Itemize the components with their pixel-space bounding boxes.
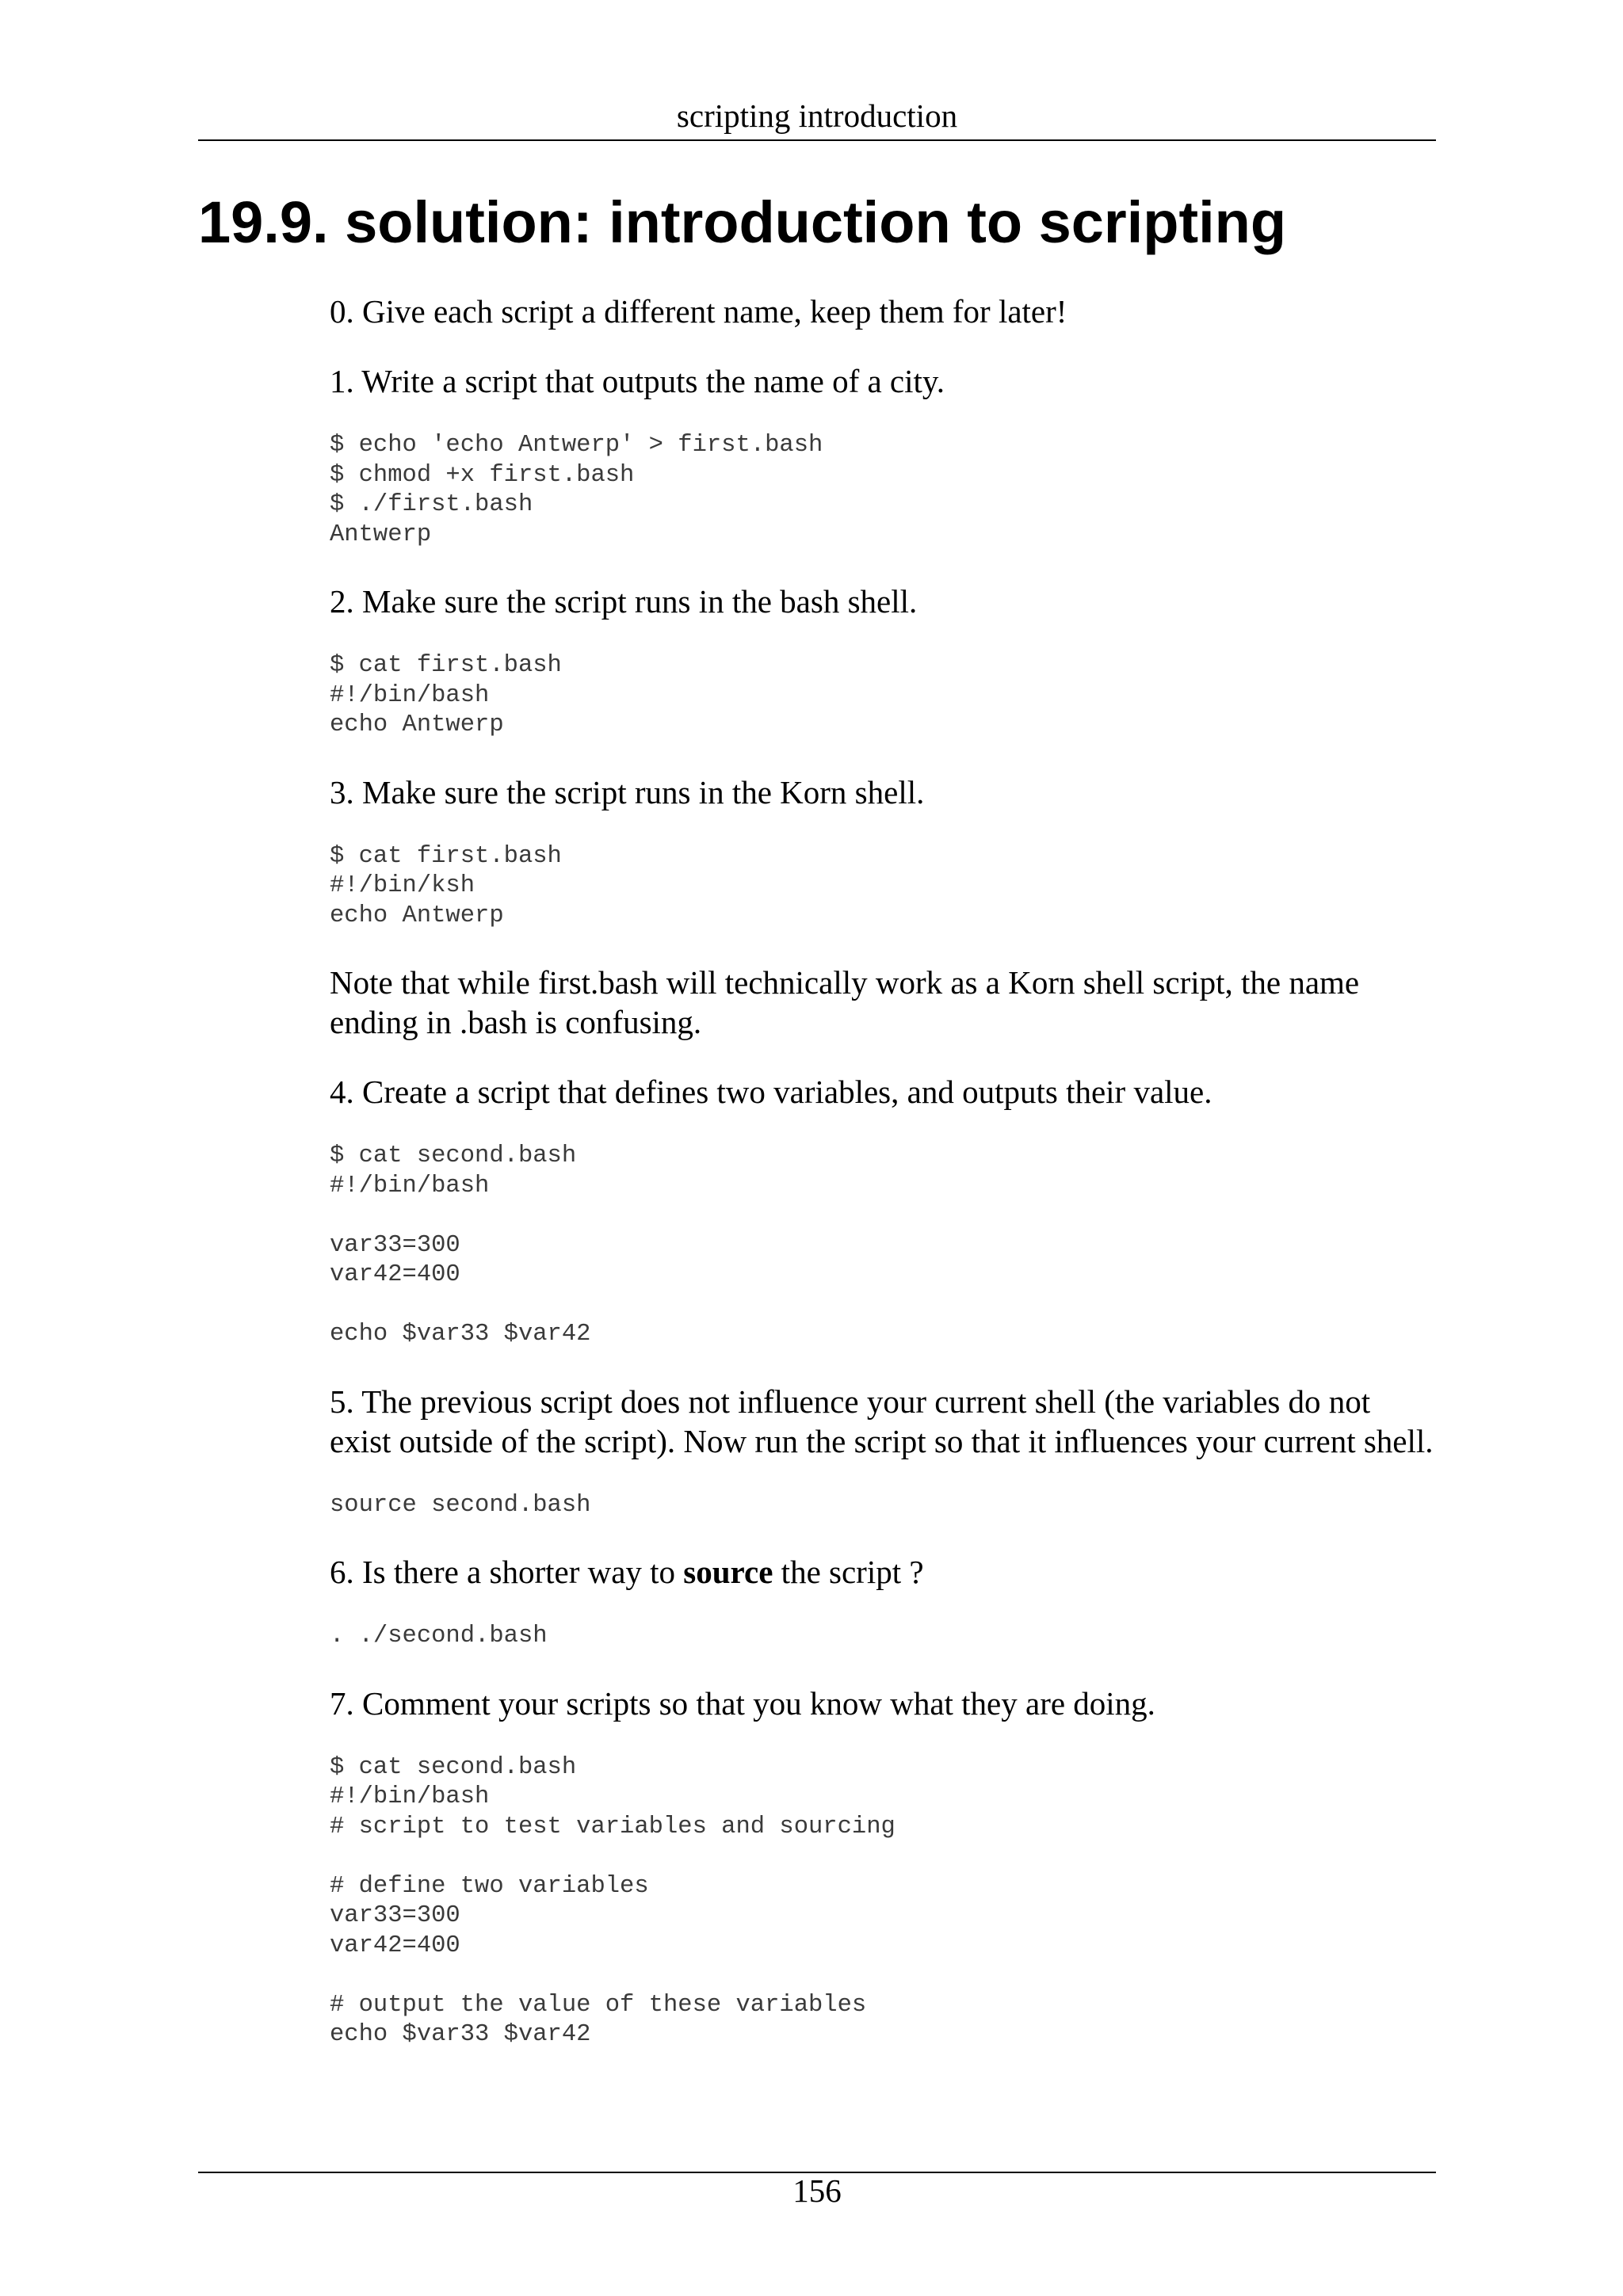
code-block-5: source second.bash xyxy=(330,1491,591,1519)
exercise-3: 3. Make sure the script runs in the Korn shell. xyxy=(330,773,925,810)
page-number: 156 xyxy=(792,2172,842,2209)
code-block-6: . ./second.bash xyxy=(330,1623,548,1650)
section-body xyxy=(330,292,1436,2082)
exercise-7: 7. Comment your scripts so that you know what they are doing. xyxy=(330,1684,1155,1722)
header-rule xyxy=(198,139,1436,141)
exercise-6-text-after: the script ? xyxy=(773,1554,924,1590)
code-block-3: $ cat first.bash #!/bin/ksh echo Antwerp xyxy=(330,842,562,929)
exercise-5: 5. The previous script does not influence your current shell (the variables do not exist outside of the script). Now run the script so that it influences your current shell. xyxy=(330,1383,1434,1459)
code-block-7: $ cat second.bash #!/bin/bash # script to test variables and sourcing # define two variables var33=300 var42=400 # output the value of these variables echo $var33 $var42 xyxy=(330,1753,896,2048)
exercise-2: 2. Make sure the script runs in the bash shell. xyxy=(330,583,918,620)
code-block-1: $ echo 'echo Antwerp' > first.bash $ chmod +x first.bash $ ./first.bash Antwerp xyxy=(330,432,823,548)
exercise-6 xyxy=(330,1552,1436,1592)
exercise-1: 1. Write a script that outputs the name of a city. xyxy=(330,363,945,399)
exercise-6-bold-term: source xyxy=(683,1554,773,1590)
code-block-4: $ cat second.bash #!/bin/bash var33=300 var42=400 echo $var33 $var42 xyxy=(330,1142,591,1348)
code-block-2: $ cat first.bash #!/bin/bash echo Antwerp xyxy=(330,652,562,738)
running-header: scripting introduction xyxy=(676,97,958,134)
section-title: 19.9. solution: introduction to scripting xyxy=(198,189,1287,255)
note-paragraph: Note that while first.bash will technically work as a Korn shell script, the name ending in .bash is confusing. xyxy=(330,964,1360,1040)
exercise-6-text-before: 6. Is there a shorter way to xyxy=(330,1554,684,1590)
exercise-0: 0. Give each script a different name, keep them for later! xyxy=(330,293,1067,330)
exercise-4: 4. Create a script that defines two variables, and outputs their value. xyxy=(330,1074,1212,1110)
